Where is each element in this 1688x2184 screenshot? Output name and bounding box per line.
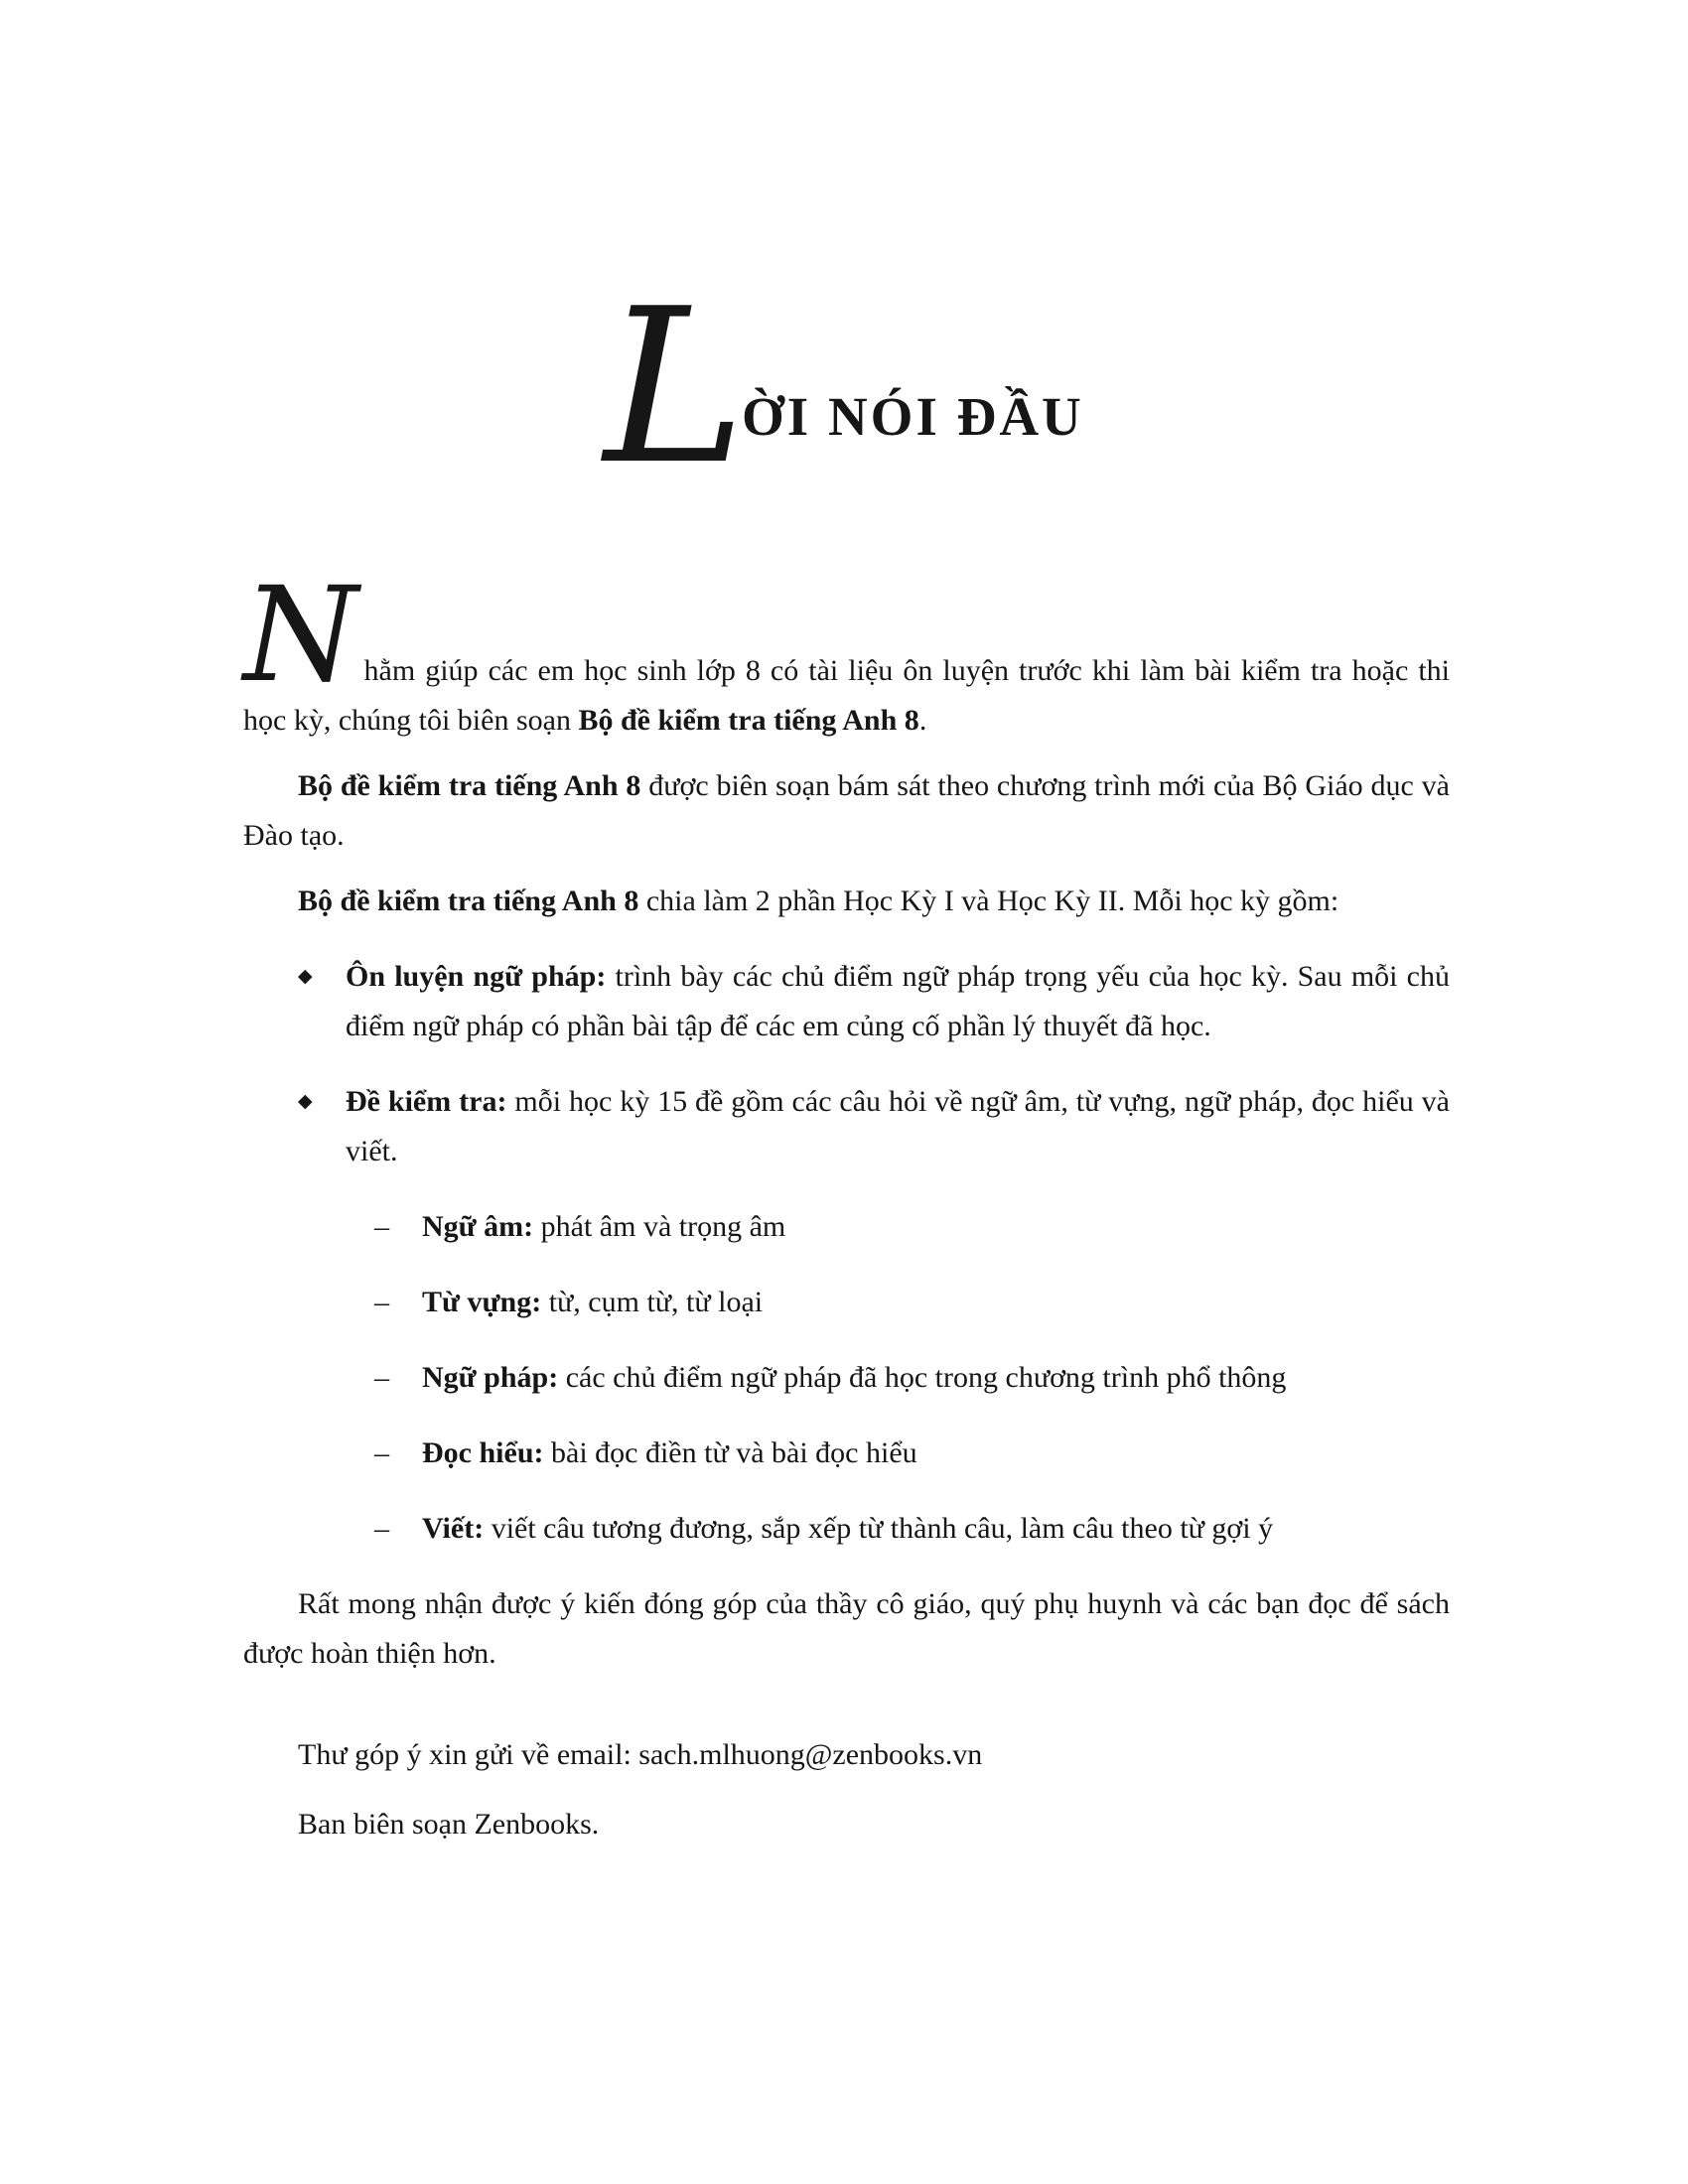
bullet-body-text: mỗi học kỳ 15 đề gồm các câu hỏi về ngữ âm, từ vựng, ngữ pháp, đọc hiểu và viết. [346, 1085, 1450, 1167]
paragraph-2 [243, 761, 1450, 861]
sub-bullet-text [422, 1278, 1450, 1327]
closing-paragraph: Rất mong nhận được ý kiến đóng góp của thầy cô giáo, quý phụ huynh và các bạn đọc để sách được hoàn thiện hơn. [243, 1587, 1450, 1670]
bullet-item [298, 1077, 1450, 1176]
sub-bullet-text [422, 1353, 1450, 1403]
body-column [243, 559, 1450, 1849]
sub-bullet-label: Đọc hiểu: [422, 1436, 544, 1469]
dash-bullet-icon: – [374, 1436, 389, 1469]
bold-book-title: Bộ đề kiểm tra tiếng Anh 8 [298, 885, 639, 917]
sub-bullet-item [374, 1202, 1450, 1252]
intro-paragraph [243, 559, 1450, 746]
bullet-text [346, 1077, 1450, 1176]
page-title-text: ỜI NÓI ĐẦU [742, 386, 1084, 447]
paragraph-3 [243, 877, 1450, 926]
diamond-bullet-icon: ◆ [298, 1091, 313, 1112]
diamond-bullet-icon: ◆ [298, 966, 313, 987]
bullet-text [346, 952, 1450, 1051]
intro-text: hằm giúp các em học sinh lớp 8 có tài liệu ôn luyện trước khi làm bài kiểm tra hoặc thi học kỳ, chúng tôi biên soạn [243, 654, 1450, 737]
sub-bullet-body-text: bài đọc điền từ và bài đọc hiểu [543, 1436, 917, 1469]
bullet-label: Ôn luyện ngữ pháp: [346, 960, 607, 993]
dash-bullet-icon: – [374, 1210, 389, 1243]
dropcap-N: N [243, 559, 354, 712]
sub-bullet-text [422, 1504, 1450, 1554]
decorative-initial-L: L [604, 262, 741, 511]
sub-bullet-label: Ngữ âm: [422, 1210, 534, 1243]
bullet-body-text: trình bày các chủ điểm ngữ pháp trọng yếu của học kỳ. Sau mỗi chủ điểm ngữ pháp có phần bài tập để các em củng cố phần lý thuyết đã học. [346, 960, 1450, 1042]
bullet-item [298, 952, 1450, 1051]
email-line: Thư góp ý xin gửi về email: sach.mlhuong@zenbooks.vn [298, 1738, 983, 1771]
dash-bullet-icon: – [374, 1512, 389, 1545]
sub-bullet-text [422, 1202, 1450, 1252]
sub-bullet-item [374, 1504, 1450, 1554]
sub-bullet-body-text: từ, cụm từ, từ loại [541, 1286, 764, 1318]
bullet-label: Đề kiểm tra: [346, 1085, 507, 1118]
sub-bullet-body-text: phát âm và trọng âm [533, 1210, 786, 1243]
sub-bullet-body-text: các chủ điểm ngữ pháp đã học trong chương trình phổ thông [558, 1361, 1287, 1394]
sub-bullet-item [374, 1353, 1450, 1403]
page-title [0, 262, 1688, 511]
paragraph-3-text: chia làm 2 phần Học Kỳ I và Học Kỳ II. Mỗi học kỳ gồm: [638, 885, 1339, 917]
sub-bullet-body-text: viết câu tương đương, sắp xếp từ thành câu, làm câu theo từ gợi ý [484, 1512, 1274, 1545]
dash-bullet-icon: – [374, 1286, 389, 1318]
bold-book-title: Bộ đề kiểm tra tiếng Anh 8 [298, 769, 641, 802]
sub-bullet-label: Ngữ pháp: [422, 1361, 559, 1394]
sub-bullet-text [422, 1429, 1450, 1478]
sub-bullet-label: Từ vựng: [422, 1286, 542, 1318]
sub-bullet-item [374, 1429, 1450, 1478]
signature-line: Ban biên soạn Zenbooks. [298, 1808, 600, 1841]
paragraph-2-text: được biên soạn bám sát theo chương trình mới của Bộ Giáo dục và Đào tạo. [243, 769, 1450, 852]
sub-bullet-label: Viết: [422, 1512, 485, 1545]
dash-bullet-icon: – [374, 1361, 389, 1394]
bold-book-title: Bộ đề kiểm tra tiếng Anh 8 [578, 704, 919, 737]
sub-bullet-item [374, 1278, 1450, 1327]
intro-tail: . [918, 704, 927, 737]
